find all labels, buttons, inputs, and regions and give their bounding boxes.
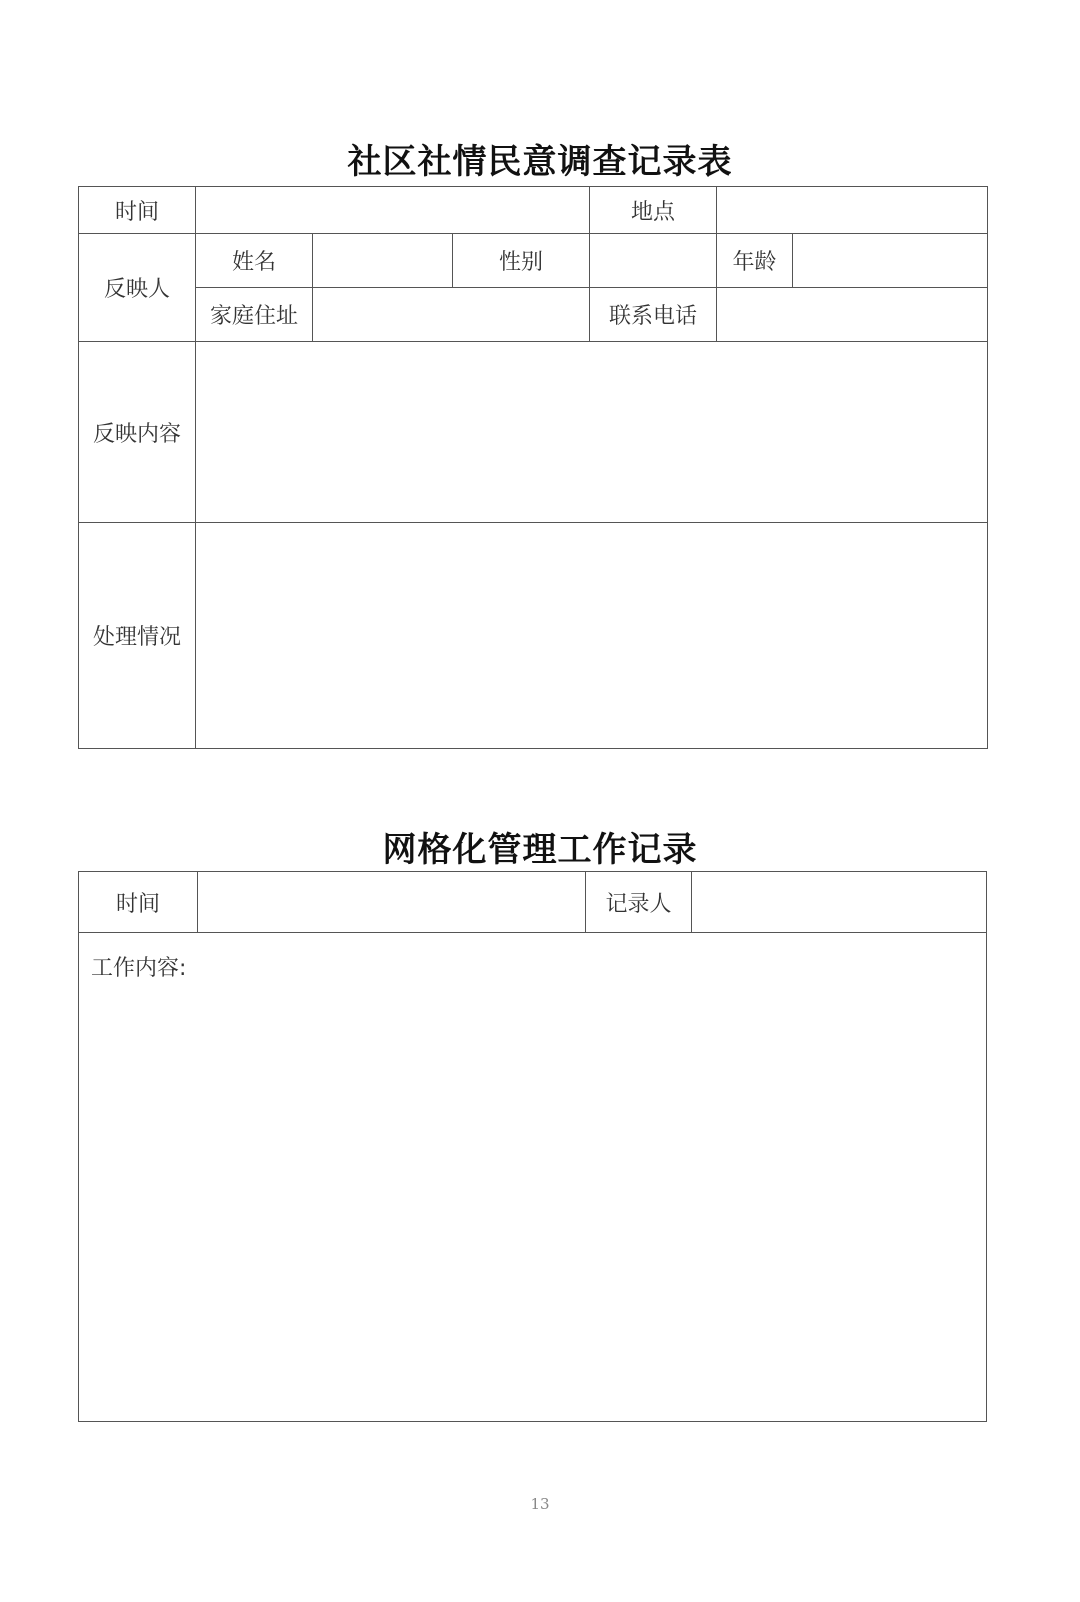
grid-record-title: 网格化管理工作记录 [382,830,698,870]
gender-label: 性别 [453,234,590,288]
survey-time-label: 时间 [79,187,196,234]
age-label: 年龄 [717,234,793,288]
address-field[interactable] [313,288,590,342]
grid-time-label: 时间 [79,872,198,933]
content-field[interactable] [196,342,988,523]
work-content-label: 工作内容: [91,956,187,981]
recorder-label: 记录人 [586,872,692,933]
content-label: 反映内容 [79,342,196,523]
handling-label: 处理情况 [79,523,196,749]
phone-field[interactable] [717,288,988,342]
recorder-field[interactable] [692,872,987,933]
name-field[interactable] [313,234,453,288]
work-content-field[interactable] [79,933,987,1422]
survey-place-field[interactable] [717,187,988,234]
name-label: 姓名 [196,234,313,288]
gender-field[interactable] [590,234,717,288]
grid-record-table [78,871,987,1422]
address-label: 家庭住址 [196,288,313,342]
survey-time-field[interactable] [196,187,590,234]
grid-time-field[interactable] [198,872,586,933]
survey-place-label: 地点 [590,187,717,234]
survey-title: 社区社情民意调查记录表 [347,142,733,182]
survey-form-table [78,186,988,749]
age-field[interactable] [793,234,988,288]
handling-field[interactable] [196,523,988,749]
reporter-label: 反映人 [79,234,196,342]
page-number: 13 [530,1495,550,1513]
phone-label: 联系电话 [590,288,717,342]
